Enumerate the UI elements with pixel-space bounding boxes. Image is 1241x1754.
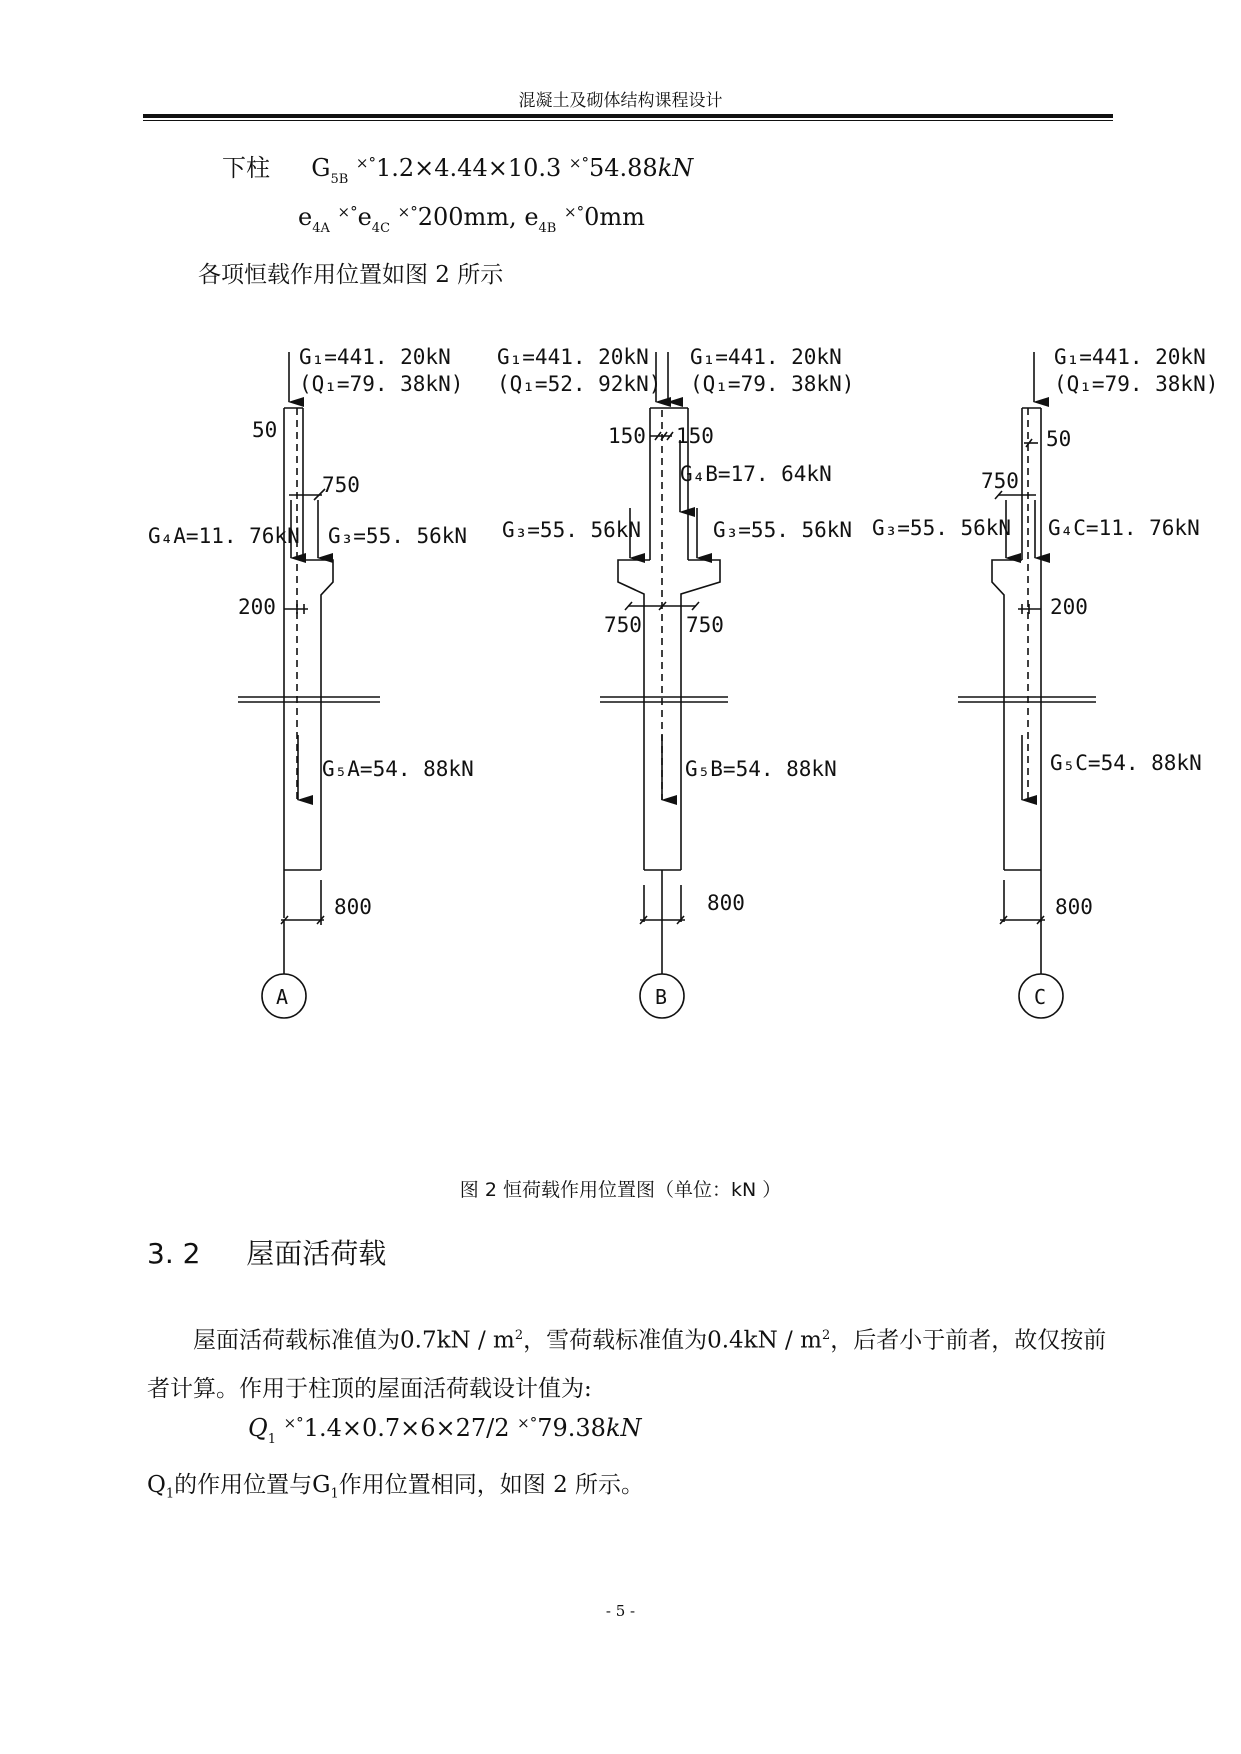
formula-result: 54.88 xyxy=(588,154,658,182)
col-a-dim-offset: 750 xyxy=(322,473,360,497)
col-a-axis-label: A xyxy=(276,985,289,1009)
col-b-dim-width: 800 xyxy=(707,891,745,915)
closing-q: Q xyxy=(147,1472,166,1498)
para-value-a: 0.7kN / m xyxy=(400,1327,515,1354)
ecc-sub3: 4B xyxy=(538,221,557,236)
ecc-e1: e xyxy=(298,203,313,231)
q1-eq-2: ×° xyxy=(517,1414,538,1432)
page-number: - 5 - xyxy=(605,1602,636,1620)
col-b-dim-top-right: 150 xyxy=(676,424,714,448)
q1-eq: ×° xyxy=(283,1414,304,1432)
closing-q-sub: 1 xyxy=(165,1486,175,1502)
col-b-load-right: G₃=55. 56kN xyxy=(713,518,853,542)
col-a-top-load-q: (Q₁=79. 38kN) xyxy=(299,372,464,396)
col-b-load-bottom: G₅B=54. 88kN xyxy=(685,757,837,781)
page-header-title: 混凝土及砌体结构课程设计 xyxy=(518,91,723,111)
formula-eq-symbol-2: ×° xyxy=(568,154,589,172)
col-c-top-load: G₁=441. 20kN xyxy=(1054,345,1206,369)
col-c-load-bottom: G₅C=54. 88kN xyxy=(1050,751,1202,775)
q1-lhs: Q xyxy=(248,1414,268,1442)
ecc-e2: e xyxy=(357,203,372,231)
col-a-load-left: G₄A=11. 76kN xyxy=(148,524,300,548)
closing-g: G xyxy=(312,1472,331,1498)
closing-g-sub: 1 xyxy=(330,1486,339,1502)
col-b-top-load-left: G₁=441. 20kN xyxy=(497,345,649,369)
formula-eq-symbol: ×° xyxy=(355,154,376,172)
para-value-b: 0.4kN / m xyxy=(707,1327,822,1354)
col-c-dim-top: 50 xyxy=(1046,427,1072,451)
ecc-sub2: 4C xyxy=(371,221,391,236)
formula-sub: 5B xyxy=(330,172,349,187)
col-c-top-load-q: (Q₁=79. 38kN) xyxy=(1054,372,1219,396)
q1-sub: 1 xyxy=(267,1432,276,1447)
formula-lhs: G xyxy=(311,154,331,182)
col-b-load-left: G₃=55. 56kN xyxy=(502,518,642,542)
col-c-load-left: G₃=55. 56kN xyxy=(872,516,1012,540)
formula-unit: kN xyxy=(657,154,694,182)
column-b xyxy=(600,352,728,1018)
para-exp-b: 2 xyxy=(821,1328,831,1343)
col-b-dim-right: 750 xyxy=(686,613,724,637)
ecc-sub1: 4A xyxy=(312,221,330,236)
ecc-eq3: ×° xyxy=(564,203,585,221)
q1-expr: 1.4×0.7×6×27/2 xyxy=(303,1414,510,1442)
figure-caption: 图 2 恒荷载作用位置图（单位：kN ） xyxy=(459,1179,782,1201)
col-b-top-load-left-q: (Q₁=52. 92kN) xyxy=(497,372,662,396)
section-number: 3. 2 xyxy=(147,1237,201,1270)
para-text-a: 屋面活荷载标准值为 xyxy=(193,1327,400,1354)
col-a-dim-top: 50 xyxy=(252,418,278,442)
col-a-dim-width: 800 xyxy=(334,895,372,919)
col-a-top-load: G₁=441. 20kN xyxy=(299,345,451,369)
closing-text-a: 的作用位置与 xyxy=(174,1472,313,1498)
col-c-load-right: G₄C=11. 76kN xyxy=(1048,516,1200,540)
col-b-axis-label: B xyxy=(655,985,668,1009)
col-c-dim-ecc: 200 xyxy=(1050,595,1088,619)
para-exp-a: 2 xyxy=(514,1328,524,1343)
col-b-load-upper: G₄B=17. 64kN xyxy=(680,462,832,486)
formula-label: 下柱 xyxy=(222,154,270,182)
col-b-top-load-right-q: (Q₁=79. 38kN) xyxy=(690,372,855,396)
intro-text: 各项恒载作用位置如图 2 所示 xyxy=(198,262,504,288)
col-c-dim-width: 800 xyxy=(1055,895,1093,919)
formula-q1 xyxy=(248,1414,642,1447)
para-text-b: ，雪荷载标准值为 xyxy=(523,1327,708,1354)
para-text-c: ，后者小于前者，故仅按前者计算。作用于柱顶的屋面活荷载设计值为: xyxy=(147,1327,1107,1402)
col-a-dim-ecc: 200 xyxy=(238,595,276,619)
ecc-mid: 200mm, e xyxy=(417,203,539,231)
section-heading xyxy=(147,1232,386,1272)
live-load-paragraph xyxy=(147,1312,1107,1413)
col-a-load-bottom: G₅A=54. 88kN xyxy=(322,757,474,781)
ecc-end: 0mm xyxy=(584,203,645,231)
col-b-dim-left: 750 xyxy=(604,613,642,637)
col-c-axis-label: C xyxy=(1034,985,1047,1009)
closing-text-b: 作用位置相同，如图 2 所示。 xyxy=(338,1472,645,1498)
col-b-dim-top-left: 150 xyxy=(608,424,646,448)
q1-result: 79.38 xyxy=(537,1414,606,1442)
q1-unit: kN xyxy=(605,1414,642,1442)
col-c-dim-offset: 750 xyxy=(981,469,1019,493)
closing-line xyxy=(147,1466,644,1502)
col-b-top-load-right: G₁=441. 20kN xyxy=(690,345,842,369)
col-a-load-right: G₃=55. 56kN xyxy=(328,524,468,548)
section-title: 屋面活荷载 xyxy=(246,1237,387,1270)
formula-expr: 1.2×4.44×10.3 xyxy=(376,154,562,182)
ecc-eq1: ×° xyxy=(337,203,358,221)
ecc-eq2: ×° xyxy=(397,203,418,221)
